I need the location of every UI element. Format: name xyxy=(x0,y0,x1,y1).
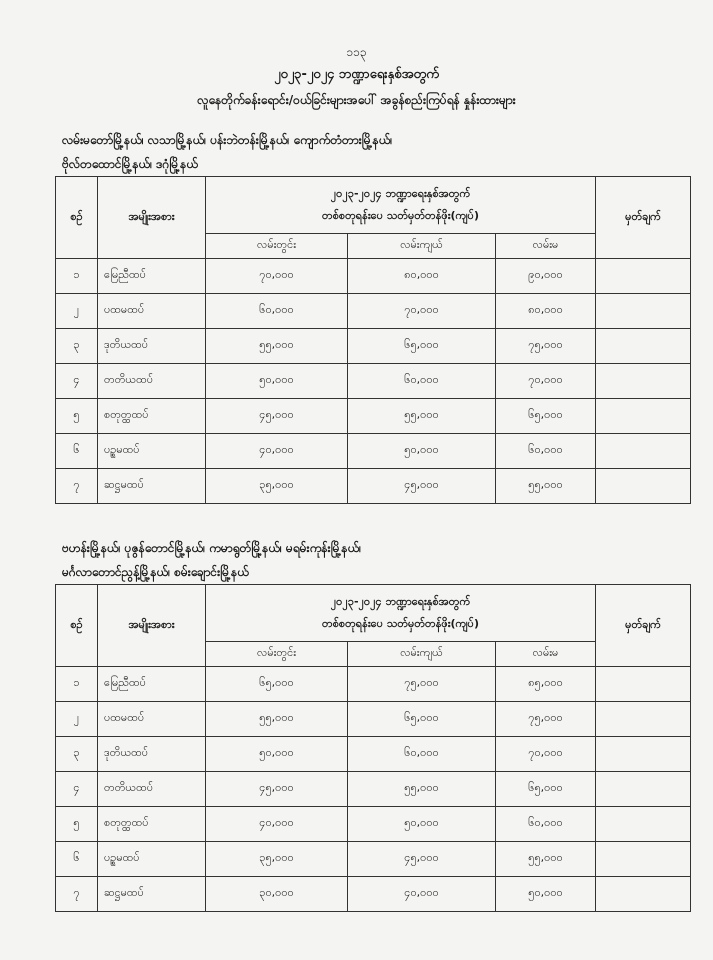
remarks-cell xyxy=(596,294,691,329)
page-number: ၁၁၃ xyxy=(346,45,367,59)
column-header-no: စဉ် xyxy=(56,585,98,667)
floor-type: ပဉ္စမထပ် xyxy=(98,434,206,469)
floor-type: တတိယထပ် xyxy=(98,772,206,807)
small-road-value: ၄၀,၀၀၀ xyxy=(206,434,348,469)
column-header-small-road: လမ်းတွင်း xyxy=(206,642,348,667)
table-row xyxy=(56,434,691,469)
remarks-cell xyxy=(596,807,691,842)
medium-road-value: ၈၀,၀၀၀ xyxy=(348,259,496,294)
table-row xyxy=(56,807,691,842)
remarks-cell xyxy=(596,737,691,772)
floor-type: ဒုတိယထပ် xyxy=(98,737,206,772)
row-number: ၇ xyxy=(56,877,98,912)
group-header-line2: တစ်စတုရန်းပေ သတ်မှတ်တန်ဖိုး(ကျပ်) xyxy=(322,617,479,630)
column-header-group xyxy=(206,177,596,234)
column-header-type: အမျိုးအစား xyxy=(98,177,206,259)
small-road-value: ၄၅,၀၀၀ xyxy=(206,772,348,807)
row-number: ၇ xyxy=(56,469,98,504)
section1-price-table xyxy=(55,176,691,504)
table-row xyxy=(56,399,691,434)
remarks-cell xyxy=(596,469,691,504)
column-header-medium-road: လမ်းကျယ် xyxy=(348,234,496,259)
medium-road-value: ၆၀,၀၀၀ xyxy=(348,737,496,772)
document-subtitle: လူနေတိုက်ခန်းရောင်း/ဝယ်ခြင်းများအပေါ် အခွန်စည်းကြပ်ရန် နှုန်းထားများ xyxy=(197,93,516,107)
main-road-value: ၅၀,၀၀၀ xyxy=(496,877,596,912)
remarks-cell xyxy=(596,259,691,294)
row-number: ၂ xyxy=(56,294,98,329)
row-number: ၃ xyxy=(56,329,98,364)
table-row xyxy=(56,842,691,877)
column-header-small-road: လမ်းတွင်း xyxy=(206,234,348,259)
column-header-group xyxy=(206,585,596,642)
floor-type: စတုတ္ထထပ် xyxy=(98,399,206,434)
section2-townships xyxy=(62,536,692,584)
column-header-remarks: မှတ်ချက် xyxy=(596,585,691,667)
medium-road-value: ၄၅,၀၀၀ xyxy=(348,469,496,504)
floor-type: ပထမထပ် xyxy=(98,294,206,329)
group-header-line1: ၂၀၂၃-၂၀၂၄ ဘဏ္ဍာရေးနှစ်အတွက် xyxy=(330,187,471,200)
remarks-cell xyxy=(596,842,691,877)
table-row xyxy=(56,877,691,912)
table-row xyxy=(56,329,691,364)
remarks-cell xyxy=(596,434,691,469)
section2-price-table xyxy=(55,584,691,912)
main-road-value: ၈၅,၀၀၀ xyxy=(496,667,596,702)
medium-road-value: ၅၀,၀၀၀ xyxy=(348,434,496,469)
small-road-value: ၇၀,၀၀၀ xyxy=(206,259,348,294)
floor-type: မြေညီထပ် xyxy=(98,667,206,702)
main-road-value: ၇၀,၀၀၀ xyxy=(496,737,596,772)
table-row xyxy=(56,364,691,399)
floor-type: ဆဋ္ဌမထပ် xyxy=(98,877,206,912)
group-header-line1: ၂၀၂၃-၂၀၂၄ ဘဏ္ဍာရေးနှစ်အတွက် xyxy=(330,595,471,608)
floor-type: ပဉ္စမထပ် xyxy=(98,842,206,877)
table-row xyxy=(56,469,691,504)
main-road-value: ၅၅,၀၀၀ xyxy=(496,842,596,877)
small-road-value: ၄၀,၀၀၀ xyxy=(206,807,348,842)
table-row xyxy=(56,294,691,329)
remarks-cell xyxy=(596,877,691,912)
township-list-line: မင်္ဂလာတောင်ညွန့်မြို့နယ်၊ စမ်းချောင်းမြို့နယ် xyxy=(62,565,249,579)
column-header-main-road: လမ်းမ xyxy=(496,642,596,667)
column-header-no: စဉ် xyxy=(56,177,98,259)
row-number: ၄ xyxy=(56,772,98,807)
small-road-value: ၄၅,၀၀၀ xyxy=(206,399,348,434)
main-road-value: ၆၀,၀၀၀ xyxy=(496,807,596,842)
document-title: ၂၀၂၃-၂၀၂၄ ဘဏ္ဍာရေးနှစ်အတွက် xyxy=(274,67,439,82)
small-road-value: ၅၅,၀၀၀ xyxy=(206,329,348,364)
main-road-value: ၉၀,၀၀၀ xyxy=(496,259,596,294)
medium-road-value: ၆၅,၀၀၀ xyxy=(348,329,496,364)
floor-type: ပထမထပ် xyxy=(98,702,206,737)
table-row xyxy=(56,737,691,772)
floor-type: စတုတ္ထထပ် xyxy=(98,807,206,842)
main-road-value: ၇၀,၀၀၀ xyxy=(496,364,596,399)
row-number: ၄ xyxy=(56,364,98,399)
table-row xyxy=(56,667,691,702)
remarks-cell xyxy=(596,329,691,364)
township-list-line: ဗဟန်းမြို့နယ်၊ ပုဇွန်တောင်မြို့နယ်၊ ကမာရွတ်မြို့နယ်၊ မရမ်းကုန်းမြို့နယ်၊ xyxy=(62,541,362,555)
row-number: ၁ xyxy=(56,667,98,702)
floor-type: မြေညီထပ် xyxy=(98,259,206,294)
row-number: ၁ xyxy=(56,259,98,294)
row-number: ၆ xyxy=(56,842,98,877)
remarks-cell xyxy=(596,399,691,434)
small-road-value: ၃၅,၀၀၀ xyxy=(206,842,348,877)
column-header-remarks: မှတ်ချက် xyxy=(596,177,691,259)
small-road-value: ၃၀,၀၀၀ xyxy=(206,877,348,912)
table-row xyxy=(56,772,691,807)
small-road-value: ၆၀,၀၀၀ xyxy=(206,294,348,329)
row-number: ၂ xyxy=(56,702,98,737)
row-number: ၅ xyxy=(56,807,98,842)
remarks-cell xyxy=(596,702,691,737)
small-road-value: ၃၅,၀၀၀ xyxy=(206,469,348,504)
medium-road-value: ၇၅,၀၀၀ xyxy=(348,667,496,702)
medium-road-value: ၇၀,၀၀၀ xyxy=(348,294,496,329)
medium-road-value: ၄၀,၀၀၀ xyxy=(348,877,496,912)
medium-road-value: ၄၅,၀၀၀ xyxy=(348,842,496,877)
medium-road-value: ၅၅,၀၀၀ xyxy=(348,772,496,807)
row-number: ၅ xyxy=(56,399,98,434)
main-road-value: ၆၅,၀၀၀ xyxy=(496,772,596,807)
column-header-type: အမျိုးအစား xyxy=(98,585,206,667)
column-header-medium-road: လမ်းကျယ် xyxy=(348,642,496,667)
floor-type: ဆဋ္ဌမထပ် xyxy=(98,469,206,504)
township-list-line: ဗိုလ်တထောင်မြို့နယ်၊ ဒဂုံမြို့နယ် xyxy=(62,157,198,171)
medium-road-value: ၅၅,၀၀၀ xyxy=(348,399,496,434)
main-road-value: ၈၀,၀၀၀ xyxy=(496,294,596,329)
floor-type: တတိယထပ် xyxy=(98,364,206,399)
small-road-value: ၅၀,၀၀၀ xyxy=(206,364,348,399)
table-row xyxy=(56,259,691,294)
main-road-value: ၆၅,၀၀၀ xyxy=(496,399,596,434)
group-header-line2: တစ်စတုရန်းပေ သတ်မှတ်တန်ဖိုး(ကျပ်) xyxy=(322,209,479,222)
medium-road-value: ၅၀,၀၀၀ xyxy=(348,807,496,842)
main-road-value: ၆၀,၀၀၀ xyxy=(496,434,596,469)
main-road-value: ၅၅,၀၀၀ xyxy=(496,469,596,504)
small-road-value: ၆၅,၀၀၀ xyxy=(206,667,348,702)
remarks-cell xyxy=(596,772,691,807)
section1-townships xyxy=(62,128,692,176)
table-row xyxy=(56,702,691,737)
medium-road-value: ၆၀,၀၀၀ xyxy=(348,364,496,399)
main-road-value: ၇၅,၀၀၀ xyxy=(496,329,596,364)
small-road-value: ၅၅,၀၀၀ xyxy=(206,702,348,737)
row-number: ၃ xyxy=(56,737,98,772)
column-header-main-road: လမ်းမ xyxy=(496,234,596,259)
main-road-value: ၇၅,၀၀၀ xyxy=(496,702,596,737)
remarks-cell xyxy=(596,667,691,702)
floor-type: ဒုတိယထပ် xyxy=(98,329,206,364)
row-number: ၆ xyxy=(56,434,98,469)
medium-road-value: ၆၅,၀၀၀ xyxy=(348,702,496,737)
remarks-cell xyxy=(596,364,691,399)
township-list-line: လမ်းမတော်မြို့နယ်၊ လသာမြို့နယ်၊ ပန်းဘဲတန်းမြို့နယ်၊ ကျောက်တံတားမြို့နယ်၊ xyxy=(62,133,393,147)
small-road-value: ၅၀,၀၀၀ xyxy=(206,737,348,772)
